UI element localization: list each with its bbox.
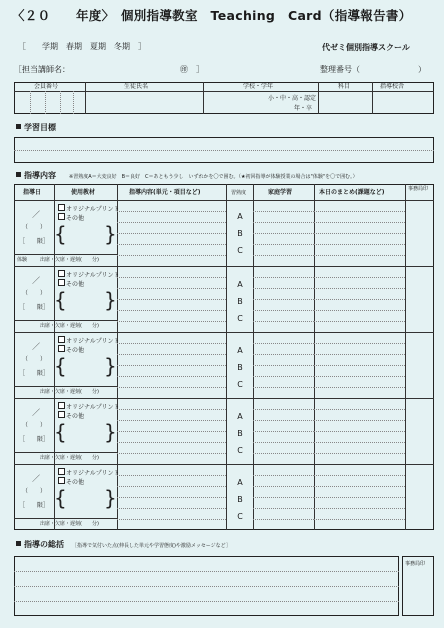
- writing-line: [314, 343, 405, 344]
- bracket-right-icon: }: [104, 420, 117, 444]
- writing-line: [253, 409, 314, 410]
- trial-label[interactable]: 体験: [17, 257, 28, 263]
- writing-line: [117, 277, 226, 278]
- school-name: 代ゼミ個別指導スクール: [322, 43, 410, 52]
- writing-line: [117, 420, 226, 421]
- writing-line: [253, 475, 314, 476]
- writing-line: [253, 222, 314, 223]
- writing-line: [314, 475, 405, 476]
- grade-b[interactable]: B: [237, 495, 243, 504]
- original-print-checkbox[interactable]: [58, 336, 65, 343]
- other-material-label: その他: [66, 215, 85, 222]
- writing-line: [314, 310, 405, 311]
- writing-line: [117, 211, 226, 212]
- writing-line: [253, 299, 314, 300]
- attendance-field[interactable]: 出席・欠席・遅刻( 分): [40, 323, 99, 329]
- section-marker-icon: [16, 172, 21, 177]
- writing-line: [117, 486, 226, 487]
- grade-a[interactable]: A: [237, 280, 243, 289]
- original-print-label: オリジナルプリント: [66, 404, 120, 411]
- grade-c[interactable]: C: [237, 314, 243, 323]
- writing-line: [117, 508, 226, 509]
- writing-line: [117, 409, 226, 410]
- writing-line: [117, 299, 226, 300]
- grade-c[interactable]: C: [237, 246, 243, 255]
- instructor-seal: ㊞ ］: [180, 65, 204, 74]
- writing-line: [253, 431, 314, 432]
- period-field[interactable]: ［ 限］: [19, 502, 50, 509]
- homework-header: 家庭学習: [268, 189, 293, 196]
- writing-line: [314, 453, 405, 454]
- writing-line: [314, 255, 405, 256]
- other-material-label: その他: [66, 281, 85, 288]
- mastery-header: 習熟度: [231, 190, 247, 196]
- writing-line: [253, 321, 314, 322]
- writing-line: [117, 475, 226, 476]
- period-field[interactable]: ［ 限］: [19, 370, 50, 377]
- writing-line: [117, 354, 226, 355]
- writing-line: [117, 497, 226, 498]
- attendance-field[interactable]: 出席・欠席・遅刻( 分): [40, 389, 99, 395]
- original-print-label: オリジナルプリント: [66, 338, 120, 345]
- writing-line: [314, 233, 405, 234]
- writing-line: [253, 244, 314, 245]
- school-grade-header: 学校・学年: [243, 83, 274, 90]
- writing-line: [117, 376, 226, 377]
- writing-line: [314, 244, 405, 245]
- office-stamp-label: 事務局印: [405, 561, 426, 567]
- summary-label: 指導の総括: [16, 541, 64, 549]
- writing-line: [314, 508, 405, 509]
- writing-line: [117, 288, 226, 289]
- other-material-label: その他: [66, 347, 85, 354]
- bracket-right-icon: }: [104, 486, 117, 510]
- detail-header: 指導内容(単元・項目など): [129, 189, 201, 196]
- writing-line: [314, 354, 405, 355]
- writing-line: [253, 442, 314, 443]
- writing-line: [117, 365, 226, 366]
- date-header: 指導日: [23, 189, 42, 196]
- writing-line: [117, 255, 226, 256]
- other-material-checkbox[interactable]: [58, 279, 65, 286]
- grade-a[interactable]: A: [237, 478, 243, 487]
- grade-c[interactable]: C: [237, 512, 243, 521]
- grade-c[interactable]: C: [237, 446, 243, 455]
- material-header: 使用教材: [71, 189, 96, 196]
- instructor-label: ［担当講師名：: [14, 65, 70, 74]
- weekday-field[interactable]: （ ）: [22, 224, 47, 231]
- writing-line: [117, 233, 226, 234]
- grade-b[interactable]: B: [237, 363, 243, 372]
- grade-a[interactable]: A: [237, 212, 243, 221]
- writing-line: [117, 310, 226, 311]
- writing-line: [253, 233, 314, 234]
- bracket-left-icon: {: [54, 354, 67, 378]
- grade-c[interactable]: C: [237, 380, 243, 389]
- writing-line: [314, 365, 405, 366]
- section-marker-icon: [16, 541, 21, 546]
- original-print-checkbox[interactable]: [58, 270, 65, 277]
- writing-line: [117, 431, 226, 432]
- writing-line: [253, 486, 314, 487]
- writing-line: [253, 288, 314, 289]
- serial-number-label: 整理番号（: [320, 65, 360, 74]
- grade-b[interactable]: B: [237, 229, 243, 238]
- bracket-right-icon: }: [104, 222, 117, 246]
- date-slash: ／: [32, 276, 40, 285]
- writing-line: [314, 486, 405, 487]
- writing-line: [253, 354, 314, 355]
- period-field[interactable]: ［ 限］: [19, 436, 50, 443]
- writing-line: [117, 387, 226, 388]
- writing-line: [117, 321, 226, 322]
- writing-line: [117, 453, 226, 454]
- other-material-label: その他: [66, 413, 85, 420]
- other-material-checkbox[interactable]: [58, 477, 65, 484]
- writing-line: [314, 376, 405, 377]
- other-material-checkbox[interactable]: [58, 411, 65, 418]
- serial-number-close: ）: [418, 65, 426, 74]
- page-title: 〈２０ 年度〉 個別指導教室 Teaching Card（指導報告書）: [12, 8, 412, 23]
- writing-line: [117, 244, 226, 245]
- writing-line: [314, 420, 405, 421]
- writing-line: [253, 387, 314, 388]
- office-stamp-header: 事務局印: [408, 186, 429, 192]
- bracket-left-icon: {: [54, 420, 67, 444]
- grade-a[interactable]: A: [237, 346, 243, 355]
- original-print-label: オリジナルプリント: [66, 272, 120, 279]
- term-selector[interactable]: ［ 学期 春期 夏期 冬期 ］: [18, 42, 146, 51]
- period-field[interactable]: ［ 限］: [19, 238, 50, 245]
- date-slash: ／: [32, 342, 40, 351]
- writing-line: [314, 222, 405, 223]
- date-slash: ／: [32, 474, 40, 483]
- weekday-field[interactable]: （ ）: [22, 422, 47, 429]
- student-info-table: [14, 82, 434, 114]
- other-material-checkbox[interactable]: [58, 213, 65, 220]
- writing-line: [253, 365, 314, 366]
- writing-line: [253, 453, 314, 454]
- other-material-label: その他: [66, 479, 85, 486]
- writing-line: [314, 442, 405, 443]
- year-label: 年・卒: [294, 105, 313, 112]
- date-slash: ／: [32, 408, 40, 417]
- writing-line: [117, 343, 226, 344]
- writing-line: [314, 288, 405, 289]
- writing-line: [314, 519, 405, 520]
- weekday-field[interactable]: （ ）: [22, 290, 47, 297]
- writing-line: [253, 310, 314, 311]
- original-print-label: オリジナルプリント: [66, 470, 120, 477]
- writing-line: [314, 321, 405, 322]
- writing-line: [253, 519, 314, 520]
- grade-a[interactable]: A: [237, 412, 243, 421]
- writing-line: [314, 211, 405, 212]
- weekday-field[interactable]: （ ）: [22, 488, 47, 495]
- writing-line: [314, 431, 405, 432]
- writing-line: [253, 508, 314, 509]
- student-name-header: 生徒氏名: [124, 83, 149, 90]
- goals-label: 学習目標: [16, 124, 56, 132]
- grade-b[interactable]: B: [237, 297, 243, 306]
- original-print-checkbox[interactable]: [58, 402, 65, 409]
- writing-line: [253, 420, 314, 421]
- bracket-right-icon: }: [104, 354, 117, 378]
- content-note: ※習熟度A＝大変良好 B＝良好 C＝あともう少し いずれかを〇で囲む。（★初回指導が体験授業の場合は"体験"を〇で囲む。）: [69, 174, 358, 180]
- writing-line: [314, 409, 405, 410]
- member-number-header: 会員番号: [34, 83, 59, 90]
- campus-header: 指導校舎: [380, 83, 405, 90]
- date-slash: ／: [32, 210, 40, 219]
- attendance-field[interactable]: 出席・欠席・遅刻( 分): [40, 455, 99, 461]
- writing-line: [314, 497, 405, 498]
- original-print-checkbox[interactable]: [58, 468, 65, 475]
- bracket-left-icon: {: [54, 288, 67, 312]
- weekday-field[interactable]: （ ）: [22, 356, 47, 363]
- period-field[interactable]: ［ 限］: [19, 304, 50, 311]
- grade-levels: 小・中・高・認定: [268, 95, 317, 102]
- bracket-left-icon: {: [54, 486, 67, 510]
- subject-header: 科目: [338, 83, 351, 90]
- grade-b[interactable]: B: [237, 429, 243, 438]
- content-label: 指導内容: [16, 172, 56, 180]
- writing-line: [253, 497, 314, 498]
- writing-line: [253, 211, 314, 212]
- bracket-left-icon: {: [54, 222, 67, 246]
- section-marker-icon: [16, 124, 21, 129]
- writing-line: [117, 222, 226, 223]
- attendance-field[interactable]: 出席・欠席・遅刻( 分): [40, 257, 99, 263]
- summary-header: 本日のまとめ(課題など): [319, 189, 385, 196]
- bracket-right-icon: }: [104, 288, 117, 312]
- original-print-label: オリジナルプリント: [66, 206, 120, 213]
- writing-line: [253, 255, 314, 256]
- writing-line: [314, 277, 405, 278]
- writing-line: [314, 299, 405, 300]
- writing-line: [253, 376, 314, 377]
- writing-line: [253, 277, 314, 278]
- summary-note: ［指導で気付いた点(伸長した単元や学習態度)や激励メッセージなど］: [72, 543, 231, 549]
- writing-line: [253, 343, 314, 344]
- other-material-checkbox[interactable]: [58, 345, 65, 352]
- writing-line: [117, 519, 226, 520]
- writing-line: [314, 387, 405, 388]
- writing-line: [117, 442, 226, 443]
- attendance-field[interactable]: 出席・欠席・遅刻( 分): [40, 521, 99, 527]
- original-print-checkbox[interactable]: [58, 204, 65, 211]
